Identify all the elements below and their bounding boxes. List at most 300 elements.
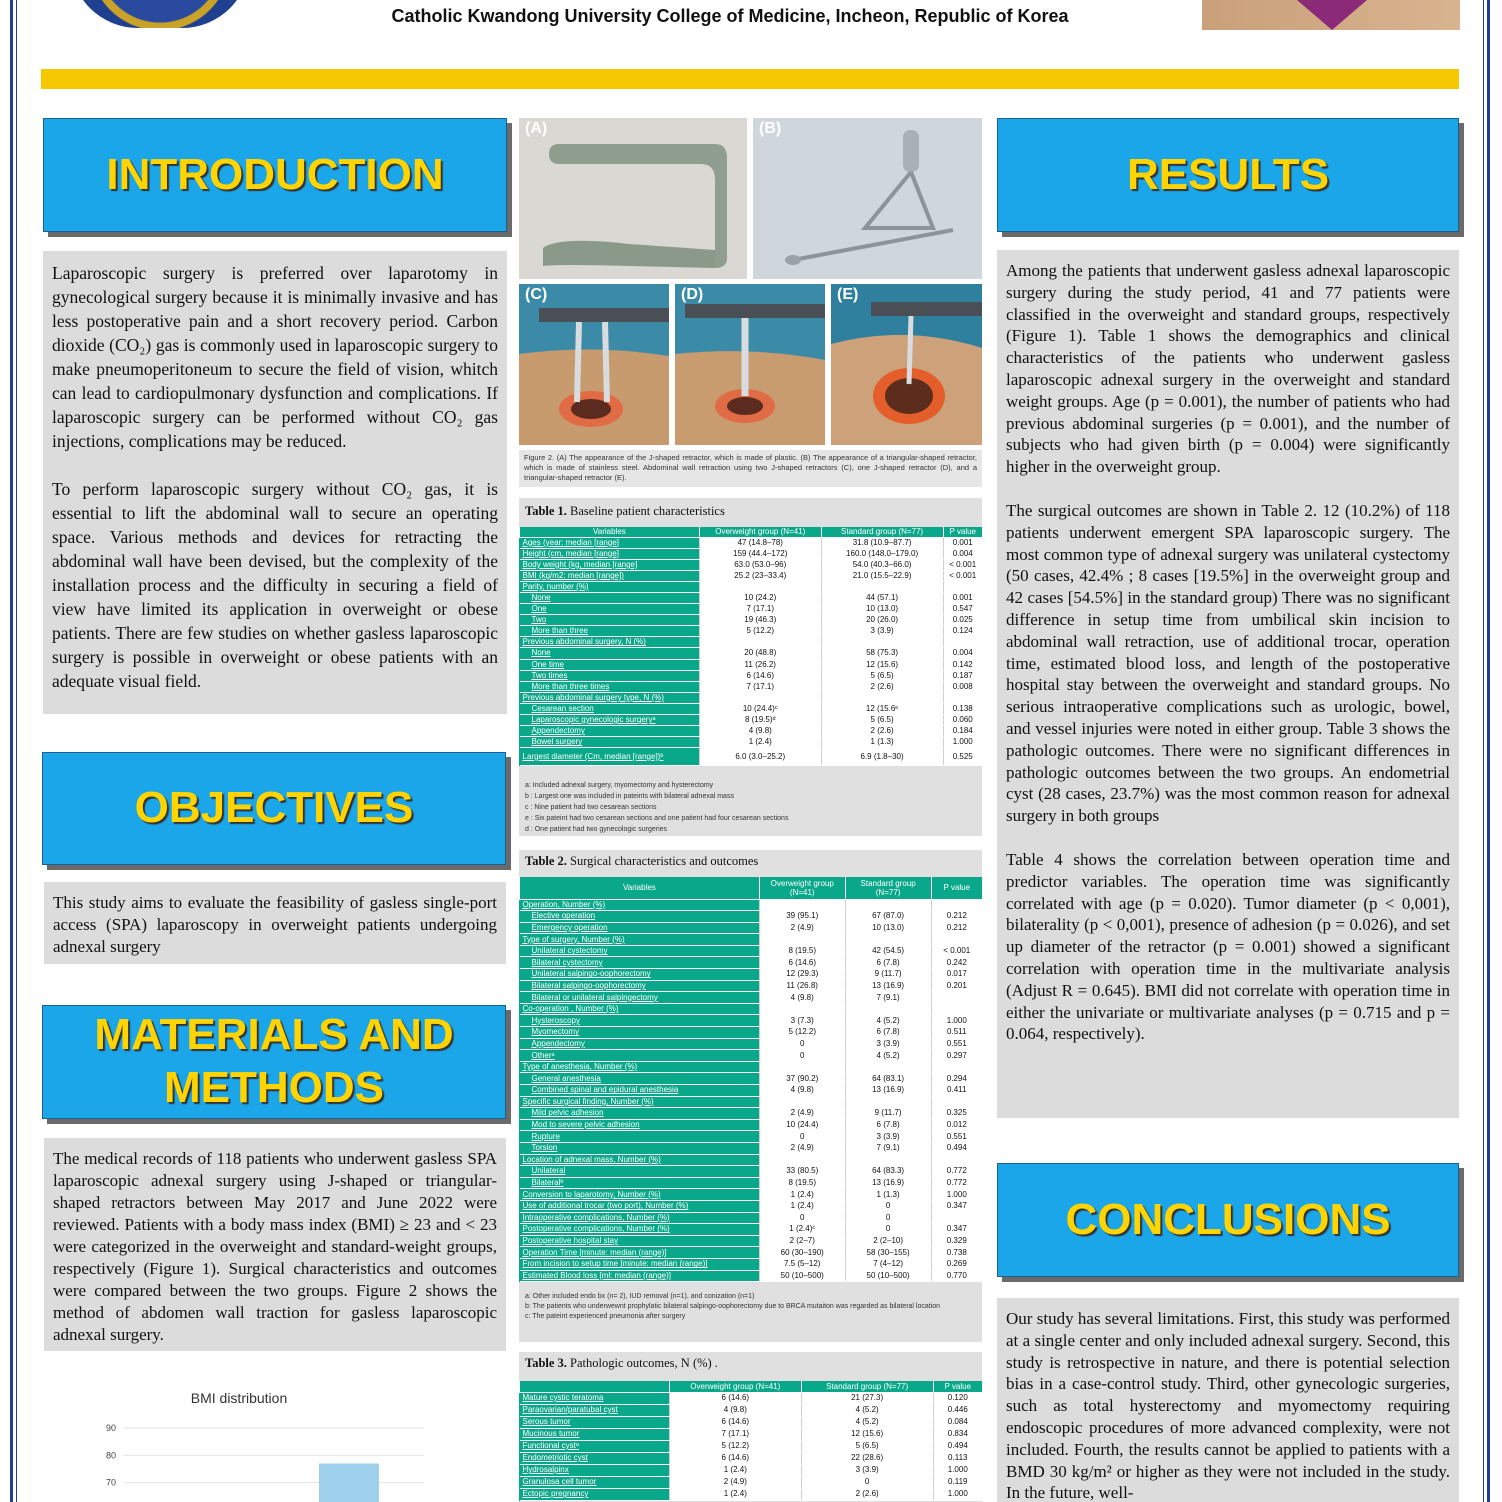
cell-value: 12 (15.6)	[821, 659, 943, 670]
cell-value: 2 (4.9)	[669, 1476, 801, 1488]
table-header-row	[520, 527, 983, 537]
introduction-title: INTRODUCTION	[106, 149, 444, 199]
row-label: More than three	[520, 626, 700, 637]
cell-value: 0.294	[931, 1073, 982, 1085]
table-row	[520, 899, 983, 911]
cell-value: 33 (80.5)	[759, 1166, 845, 1178]
table-row	[520, 570, 983, 581]
row-label: Bilateralᵇ	[520, 1177, 760, 1189]
table-row	[520, 911, 983, 923]
cell-value: 160.0 (148.0–179.0)	[821, 548, 943, 559]
header-divider	[41, 69, 1459, 89]
cell-value: 1.000	[933, 1488, 982, 1500]
cell-value: 6 (14.6)	[669, 1416, 801, 1428]
table-row	[520, 1392, 983, 1404]
cell-value: 0.084	[933, 1416, 982, 1428]
column-header: Overweight group (N=41)	[759, 877, 845, 899]
cell-value: 3 (3.9)	[845, 1038, 931, 1050]
table-note: b : Largest one was included in pateints with bilateral adnexal mass	[525, 793, 734, 800]
cell-value: 2 (2.6)	[821, 681, 943, 692]
cell-value	[931, 1003, 982, 1015]
cell-value: 0.119	[933, 1476, 982, 1488]
table-header-row	[520, 1381, 983, 1392]
table-row	[520, 1476, 983, 1488]
objectives-paragraph-1: This study aims to evaluate the feasibility of gasless single-port access (SPA) laparoscopy in overweight patients undergoing adnexal surgery	[53, 893, 497, 956]
cell-value: 0.008	[943, 681, 982, 692]
cell-value: 159 (44.4–172)	[699, 548, 821, 559]
cell-value: 8 (19.5)ᵈ	[699, 715, 821, 726]
cell-value: 0.025	[943, 615, 982, 626]
row-label: Largest diameter (Cm, median [range])ᵇ	[520, 748, 700, 766]
figure-2b-triangular-retractor	[753, 118, 982, 279]
row-label: Conversion to laparotomy, Number (%)	[520, 1189, 760, 1201]
cell-value	[931, 1096, 982, 1108]
cell-value: 1 (2.4)	[759, 1200, 845, 1212]
table-row	[520, 1061, 983, 1073]
cell-value: 8 (19.5)	[759, 1177, 845, 1189]
table-1-box	[519, 498, 982, 836]
row-label: Hysteroscopy	[520, 1015, 760, 1027]
cell-value: 12 (15.6ᵉ	[821, 703, 943, 714]
cell-value: 0.142	[943, 659, 982, 670]
cell-value: 0.834	[933, 1428, 982, 1440]
table-1-title	[525, 504, 725, 519]
cell-value: 0.525	[943, 748, 982, 766]
cell-value: 1.000	[931, 1189, 982, 1201]
cell-value: 0.347	[931, 1224, 982, 1236]
figure-label-d: (D)	[681, 286, 704, 303]
objectives-header	[42, 752, 506, 865]
cell-value: 6 (14.6)	[669, 1392, 801, 1404]
cell-value: 0	[801, 1476, 933, 1488]
row-label: One time	[520, 659, 700, 670]
cell-value: 10 (24.4)	[759, 1119, 845, 1131]
cell-value: 0.411	[931, 1085, 982, 1097]
cell-value: 0.187	[943, 670, 982, 681]
cell-value: 6.9 (1.8–30)	[821, 748, 943, 766]
table-row	[520, 945, 983, 957]
cell-value	[821, 581, 943, 592]
table-3-number: Table 3.	[525, 1356, 567, 1370]
row-label: Postoperative hospital stay	[520, 1235, 760, 1247]
cell-value: 4 (5.2)	[801, 1404, 933, 1416]
row-label: Unilateral cystectomy	[520, 945, 760, 957]
cell-value: 12 (29.3)	[759, 969, 845, 981]
row-label: Ages (year: median [range]	[520, 537, 700, 548]
column-header: P value	[931, 877, 982, 899]
cell-value: 11 (26.8)	[759, 980, 845, 992]
cell-value	[845, 1061, 931, 1073]
cell-value: 0.551	[931, 1131, 982, 1143]
table-row	[520, 1404, 983, 1416]
cell-value: 58 (30–155)	[845, 1247, 931, 1259]
table-row	[520, 1200, 983, 1212]
results-title: RESULTS	[1126, 149, 1330, 199]
cell-value: 10 (24.4)ᶜ	[699, 703, 821, 714]
cell-value: 7 (4–12)	[845, 1258, 931, 1270]
table-row	[520, 626, 983, 637]
row-label: Operation, Number (%)	[520, 899, 760, 911]
cell-value: 5 (6.5)	[821, 670, 943, 681]
cell-value: 0.329	[931, 1235, 982, 1247]
row-label: Unilateral salpingo-oophorectomy	[520, 969, 760, 981]
y-tick-label: 90	[105, 1423, 116, 1433]
figure-2-caption: Figure 2. (A) The appearance of the J-shaped retractor, which is made of plastic. (B) The appearance of a triangular-shaped retractor, which is made of stainless steel. Abdominal wall retraction using two J-shaped retractors (C), one J-shaped retractor (D), and a triangular-shaped retractor (E).	[519, 450, 982, 487]
table-row	[520, 748, 983, 766]
cell-value: 0.242	[931, 957, 982, 969]
row-label: Granulosa cell tumor	[520, 1476, 670, 1488]
cell-value: < 0.001	[943, 570, 982, 581]
row-label: Torsion	[520, 1142, 760, 1154]
table-row	[520, 703, 983, 714]
cell-value: 4 (5.2)	[801, 1416, 933, 1428]
cell-value: 0.138	[943, 703, 982, 714]
table-row	[520, 1440, 983, 1452]
cell-value: 64 (83.3)	[845, 1166, 931, 1178]
y-tick-label: 70	[105, 1477, 116, 1488]
cell-value: 2 (2.6)	[801, 1488, 933, 1500]
table-row	[520, 637, 983, 648]
cell-value: 0.201	[931, 980, 982, 992]
introduction-paragraph-1: Laparoscopic surgery is preferred over laparotomy in gynecological surgery because it is minimally invasive and has less postoperative pain and a short recovery period. Carbon dioxide (CO₂) gas is commonly used in laparoscopic surgery to make pneumoperitoneum to secure the field of vision, whitch can lead to cardiopulmonary dysfunction and complications. If laparoscopic surgery can be performed without CO₂ gas injections, complications may be reduced.	[52, 263, 498, 451]
cell-value	[931, 1154, 982, 1166]
row-label: Rupture	[520, 1131, 760, 1143]
table-row	[520, 1247, 983, 1259]
table-row	[520, 670, 983, 681]
cell-value	[931, 1061, 982, 1073]
row-label: Myomectomy	[520, 1027, 760, 1039]
cell-value	[943, 581, 982, 592]
row-label: Height (cm, median [range]	[520, 548, 700, 559]
table-note: b: The patients who underwewnt prophylatic bilateral salpingo-oophorectomy due to BRCA mutaiton was regarded as bilateral location	[525, 1303, 941, 1310]
cell-value: 0.772	[931, 1166, 982, 1178]
table-row	[520, 1131, 983, 1143]
cell-value: 47 (14.8–78)	[699, 537, 821, 548]
column-header: Standard group (N=77)	[801, 1381, 933, 1392]
cell-value: 25.2 (23–33.4)	[699, 570, 821, 581]
cell-value: 7 (9.1)	[845, 1142, 931, 1154]
table-3-title	[525, 1356, 718, 1371]
table-row	[520, 559, 983, 570]
table-row	[520, 1488, 983, 1500]
cell-value: 6 (7.8)	[845, 1027, 931, 1039]
triangular-retractor-illustration	[753, 118, 982, 279]
row-label: Type of anesthesia, Number (%)	[520, 1061, 760, 1073]
cell-value: 1 (2.4)	[669, 1464, 801, 1476]
cell-value: 64 (83.1)	[845, 1073, 931, 1085]
table-row	[520, 681, 983, 692]
row-label: Combined spinal and epidural anesthesia	[520, 1085, 760, 1097]
cell-value: 1 (1.3)	[821, 737, 943, 748]
methods-text	[44, 1138, 506, 1351]
cell-value: 3 (3.9)	[801, 1464, 933, 1476]
cell-value: 0.212	[931, 911, 982, 923]
cell-value: 0	[759, 1131, 845, 1143]
table-row	[520, 1108, 983, 1120]
row-label: Bowel surgery	[520, 737, 700, 748]
cell-value: 6.0 (3.0–25.2)	[699, 748, 821, 766]
cell-value: 10 (13.0)	[821, 604, 943, 615]
cell-value: 0.184	[943, 726, 982, 737]
row-label: Previous abdominal surgery, N (%)	[520, 637, 700, 648]
cell-value: 0	[845, 1224, 931, 1236]
row-label: None	[520, 592, 700, 603]
row-label: Bilateral salpingo-oophorectomy	[520, 980, 760, 992]
cell-value: 7 (17.1)	[699, 604, 821, 615]
row-label: Estimated Blood loss [ml: median (range)]	[520, 1270, 760, 1282]
figure-2c-two-j-retractors	[519, 284, 669, 445]
cell-value	[845, 1096, 931, 1108]
row-label: More than three times	[520, 681, 700, 692]
table-row	[520, 1177, 983, 1189]
cell-value: 21 (27.3)	[801, 1392, 933, 1404]
cell-value: 0.269	[931, 1258, 982, 1270]
figure-label-a: (A)	[525, 120, 548, 137]
table-1	[519, 527, 982, 766]
table-row	[520, 648, 983, 659]
row-label: Two times	[520, 670, 700, 681]
table-1-notes	[525, 780, 975, 835]
table-2-title	[525, 854, 758, 869]
row-label: Location of adnexal mass, Number (%)	[520, 1154, 760, 1166]
table-row	[520, 581, 983, 592]
cell-value: 4 (9.8)	[759, 992, 845, 1004]
cell-value: 63.0 (53.0–96)	[699, 559, 821, 570]
row-label: Use of additional trocar (two port), Number (%)	[520, 1200, 760, 1212]
table-row	[520, 692, 983, 703]
table-row	[520, 1015, 983, 1027]
cell-value: 0.770	[931, 1270, 982, 1282]
column-header: Variables	[520, 527, 700, 537]
cell-value: 0.297	[931, 1050, 982, 1062]
table-row	[520, 1154, 983, 1166]
cell-value: 20 (26.0)	[821, 615, 943, 626]
cell-value	[845, 934, 931, 946]
results-paragraph-3: Table 4 shows the correlation between operation time and predictor variables. The operation time was significantly correlated with age (p = 0.020). Tumor diameter (p < 0,001), bilaterality (p < 0,001), presence of adhesion (p = 0.026), and set up diameter of the retractor (p = 0.001) showed a significant correlation with operation time in the multivariate analysis (Adjust R = 0.645). BMI did not correlate with operation time in either the univariate or multivariate analyses (p = 0.715 and p = 0.064, respectively).	[1006, 849, 1450, 1044]
cell-value: 0.772	[931, 1177, 982, 1189]
methods-paragraph-1: The medical records of 118 patients who underwent gasless SPA laparoscopic adnexal surgery using J-shaped or triangular-shaped retractors between May 2017 and June 2022 were reviewed. Patients with a body mass index (BMI) ≥ 23 and < 23 were categorized in the overweight and standard-weight groups, respectively (Figure 1). Surgical characteristics and outcomes were compared between the two groups. Figure 2 shows the method of abdomen wall traction for gasless laparoscopic adnexal surgery.	[53, 1149, 497, 1344]
cell-value: 0	[759, 1038, 845, 1050]
cell-value	[759, 1154, 845, 1166]
cell-value	[699, 692, 821, 703]
row-label: Intraoperative complications, Number (%)	[520, 1212, 760, 1224]
table-2-box	[519, 850, 982, 1342]
cell-value: 7 (17.1)	[669, 1428, 801, 1440]
row-label: Two	[520, 615, 700, 626]
bmi-distribution-chart	[44, 1365, 506, 1502]
cell-value: 13 (16.9)	[845, 1177, 931, 1189]
cell-value: 0.120	[933, 1392, 982, 1404]
table-row	[520, 737, 983, 748]
cell-value	[943, 692, 982, 703]
table-2	[519, 877, 982, 1282]
table-note: a: Other included endo bx (n= 2), IUD removal (n=1), and conization (n=1)	[525, 1293, 755, 1300]
cell-value: 21.0 (15.5–22.9)	[821, 570, 943, 581]
cell-value	[699, 581, 821, 592]
table-row	[520, 1428, 983, 1440]
cell-value: 42 (54.5)	[845, 945, 931, 957]
table-note: c: The pateint experienced pneumonia after surgery	[525, 1313, 686, 1320]
introduction-text	[43, 251, 507, 714]
cell-value: 2 (2.6)	[821, 726, 943, 737]
cell-value: 1.000	[931, 1015, 982, 1027]
results-paragraph-2: The surgical outcomes are shown in Table 2. 12 (10.2%) of 118 patients underwent emergent SPA laparoscopic surgery. The most common type of adnexal surgery was unilateral cystectomy (50 cases, 42.4% ; 8 cases [19.5%] in the overweight group and 42 cases [54.5%] in the standard group) There was no significant difference in setup time from umbilical skin incision to abdominal wall retraction, use of additional trocar, operation time, estimated blood loss, and length of the postoperative hospital stay between the overweight and standard groups. No serious intraoperative complications such as urologic, bowel, and vessel injuries were noted in either group. Table 3 shows the pathologic outcomes. There were no significant differences in pathologic outcomes between the two groups. An endometrial cyst (28 cases, 23.7%) was the most common reason for adnexal surgery in both groups	[1006, 500, 1450, 826]
objectives-title: OBJECTIVES	[134, 783, 414, 833]
row-label: Otherᵃ	[520, 1050, 760, 1062]
figure-2a-j-shaped-retractor	[519, 118, 747, 279]
cell-value: 31.8 (10.9–87.7)	[821, 537, 943, 548]
cell-value: 0	[845, 1212, 931, 1224]
row-label: Cesarean section	[520, 703, 700, 714]
cell-value: 54.0 (40.3–66.0)	[821, 559, 943, 570]
introduction-header	[43, 118, 507, 232]
table-row	[520, 1038, 983, 1050]
cell-value: 0.113	[933, 1452, 982, 1464]
table-row	[520, 1224, 983, 1236]
row-label: Type of surgery, Number (%)	[520, 934, 760, 946]
table-note: a: Included adnexal surgery, myomectomy and hysterectomy	[525, 782, 714, 789]
cell-value: 6 (7.8)	[845, 957, 931, 969]
table-row	[520, 1073, 983, 1085]
cell-value: 3 (3.9)	[845, 1131, 931, 1143]
row-label: Elective operation	[520, 911, 760, 923]
table-row	[520, 1189, 983, 1201]
table-row	[520, 1050, 983, 1062]
table-row	[520, 1416, 983, 1428]
row-label: Serous tumor	[520, 1416, 670, 1428]
table-row	[520, 934, 983, 946]
methods-title-line-2: METHODS	[164, 1063, 384, 1112]
table-row	[520, 1142, 983, 1154]
row-label: Postoperative complications, Number (%)	[520, 1224, 760, 1236]
cell-value: 37 (90.2)	[759, 1073, 845, 1085]
row-label: Ectopic pregnancy	[520, 1488, 670, 1500]
cell-value: 10 (24.2)	[699, 592, 821, 603]
cell-value: 5 (12.2)	[699, 626, 821, 637]
cell-value: 2 (2–7)	[759, 1235, 845, 1247]
cell-value	[845, 1003, 931, 1015]
table-2-subtitle: Surgical characteristics and outcomes	[570, 854, 759, 868]
cell-value	[759, 1061, 845, 1073]
cell-value: 7 (17.1)	[699, 681, 821, 692]
column-header: Overweight group (N=41)	[669, 1381, 801, 1392]
surgical-photo-d	[675, 284, 825, 445]
cell-value: 58 (75.3)	[821, 648, 943, 659]
row-label: Mild pelvic adhesion	[520, 1108, 760, 1120]
cell-value: 0.446	[933, 1404, 982, 1416]
cell-value	[759, 934, 845, 946]
table-row	[520, 726, 983, 737]
conclusions-paragraph-1: Our study has several limitations. First, this study was performed at a single center and only included adnexal surgery. Second, this study is retrospective in nature, and there is potential selection bias in a case-control study. Third, other gynecologic surgeries, such as total hysterectomy and myomectomy requiring endoscopic procedures of more advanced complexity, were not included. Fourth, the results cannot be applied to patients with a BMD 30 kg/m² or higher as they were not included in the study. In the future, well-	[1006, 1309, 1450, 1502]
cell-value: < 0.001	[931, 945, 982, 957]
cell-value	[931, 1212, 982, 1224]
cell-value	[759, 1096, 845, 1108]
table-row	[520, 1166, 983, 1178]
cell-value: 4 (5.2)	[845, 1050, 931, 1062]
cell-value: 0.325	[931, 1108, 982, 1120]
cell-value: 0.012	[931, 1119, 982, 1131]
cell-value: 2 (4.9)	[759, 922, 845, 934]
table-row	[520, 980, 983, 992]
table-row	[520, 1452, 983, 1464]
cell-value	[943, 637, 982, 648]
cell-value: 0.124	[943, 626, 982, 637]
table-row	[520, 1096, 983, 1108]
cell-value: < 0.001	[943, 559, 982, 570]
table-3-subtitle: Pathologic outcomes, N (%) .	[570, 1356, 718, 1370]
table-note: c : Nine patient had two cesarean sections	[525, 804, 657, 811]
table-row	[520, 969, 983, 981]
table-row	[520, 1003, 983, 1015]
row-label: Functional cystᵃ	[520, 1440, 670, 1452]
cell-value: 0.551	[931, 1038, 982, 1050]
table-row	[520, 715, 983, 726]
cell-value: 6 (14.6)	[669, 1452, 801, 1464]
row-label: One	[520, 604, 700, 615]
table-row	[520, 1464, 983, 1476]
cell-value: 7.5 (5–12)	[759, 1258, 845, 1270]
row-label: Appendectomy	[520, 726, 700, 737]
cell-value: 22 (28.6)	[801, 1452, 933, 1464]
cell-value: 67 (87.0)	[845, 911, 931, 923]
bmi-bar	[319, 1463, 379, 1502]
chart-plot	[44, 1365, 506, 1502]
row-label: Bilateral or unilateral salpingectomy	[520, 992, 760, 1004]
row-label: Parity, number (%)	[520, 581, 700, 592]
cell-value	[759, 899, 845, 911]
table-row	[520, 592, 983, 603]
row-label: Co-operation , Number (%)	[520, 1003, 760, 1015]
row-label: Appendectomy	[520, 1038, 760, 1050]
table-row	[520, 1212, 983, 1224]
cell-value: 50 (10–500)	[845, 1270, 931, 1282]
row-label: Body weight (kg, median [range]	[520, 559, 700, 570]
cell-value: 0.060	[943, 715, 982, 726]
column-header: P value	[933, 1381, 982, 1392]
cell-value: 9 (11.7)	[845, 969, 931, 981]
row-label: Mature cystic teratoma	[520, 1392, 670, 1404]
cell-value: 44 (57.1)	[821, 592, 943, 603]
row-label: Laparoscopic gynecologic surgeryᵃ	[520, 715, 700, 726]
cell-value: 0.001	[943, 537, 982, 548]
cell-value: 0.347	[931, 1200, 982, 1212]
surgical-photo-c	[519, 284, 669, 445]
cell-value: 0.547	[943, 604, 982, 615]
cell-value: 0.738	[931, 1247, 982, 1259]
cell-value: 0.001	[943, 592, 982, 603]
cell-value: 13 (16.9)	[845, 1085, 931, 1097]
cell-value: 5 (6.5)	[801, 1440, 933, 1452]
table-row	[520, 1235, 983, 1247]
cell-value: 0	[845, 1200, 931, 1212]
table-1-subtitle: Baseline patient characteristics	[570, 504, 725, 518]
column-header: Standard group (N=77)	[821, 527, 943, 537]
table-2-notes	[525, 1292, 977, 1322]
cell-value	[845, 1154, 931, 1166]
table-row	[520, 957, 983, 969]
methods-title-line-1: MATERIALS AND	[94, 1010, 454, 1060]
cell-value	[845, 899, 931, 911]
table-row	[520, 1027, 983, 1039]
surgical-photo-e	[831, 284, 982, 445]
table-row	[520, 1085, 983, 1097]
cell-value: 8 (19.5)	[759, 945, 845, 957]
cell-value: 5 (12.2)	[759, 1027, 845, 1039]
cell-value: 0	[759, 1212, 845, 1224]
objectives-text	[44, 882, 506, 964]
cell-value: 0	[759, 1050, 845, 1062]
row-label: BMI (kg/m2: median [range])	[520, 570, 700, 581]
